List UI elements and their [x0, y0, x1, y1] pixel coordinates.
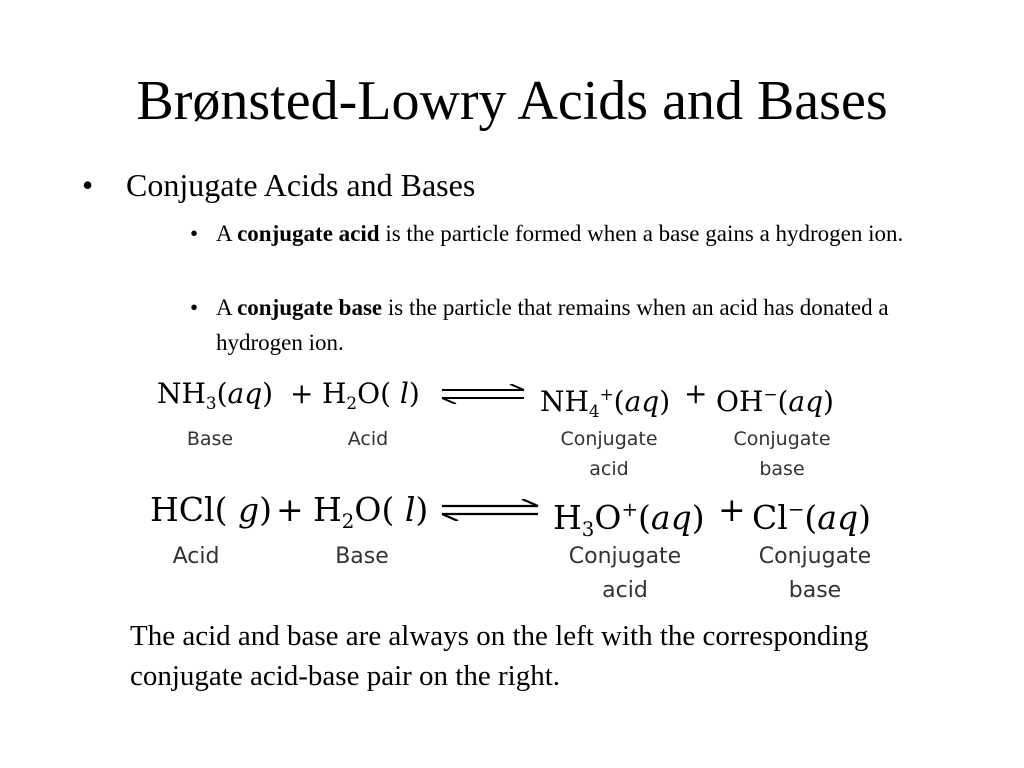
species-oh-minus: OH−(aq) [716, 384, 834, 418]
equilibrium-arrow-icon [440, 499, 540, 521]
species-h2o: $H_2O$( l) [313, 490, 429, 533]
subpoint-marker: • [190, 295, 199, 320]
equation-ammonia-water [0, 374, 1024, 421]
equation-hcl-water [0, 486, 1024, 541]
plus-sign: + [276, 490, 304, 529]
species-nh3: $NH_3(aq)$ [157, 377, 274, 413]
bullet-conjugate-acids-bases [82, 166, 475, 204]
bullet-marker: • [82, 167, 94, 203]
subpoint-marker: • [190, 221, 199, 246]
label-base: Base [335, 544, 389, 569]
plus-sign: + [684, 377, 708, 410]
subpoint-definition: is the particle formed when a base gains a hydrogen ion. [379, 221, 904, 246]
label-conjugate-acid: Conjugate acid [560, 428, 658, 480]
species-nh4-plus: $NH_4^+(aq)$ [540, 384, 671, 421]
plus-sign: + [718, 490, 746, 529]
species-h3o-plus: $H_3O^+(aq)$ [553, 497, 705, 541]
slide-title: Brønsted-Lowry Acids and Bases [136, 70, 888, 132]
species-hcl: HCl( g) [150, 490, 272, 529]
plus-sign: + [290, 377, 314, 410]
label-base: Base [186, 428, 234, 450]
subpoint-conjugate-acid [190, 216, 936, 251]
subpoint-prefix: A [216, 221, 238, 246]
subpoint-conjugate-base [190, 290, 936, 360]
subpoint-definition: is the particle that remains when an acid has donated a hydrogen ion. [216, 295, 889, 355]
subpoint-prefix: A [216, 295, 238, 320]
term-conjugate-base: conjugate base [237, 295, 383, 320]
label-acid: Acid [172, 544, 220, 569]
footer-note: The acid and base are always on the left with the corresponding conjugate acid-base pair on the right. [130, 620, 869, 692]
equilibrium-arrow-icon [440, 384, 526, 404]
bullet-text: Conjugate Acids and Bases [126, 167, 476, 203]
label-conjugate-acid: Conjugate acid [568, 544, 682, 603]
label-conjugate-base: Conjugate base [733, 428, 831, 480]
label-conjugate-base: Conjugate base [758, 544, 872, 603]
species-h2o: $H_2O$( l) [322, 377, 420, 413]
label-acid: Acid [347, 428, 389, 450]
species-cl-minus: Cl−(aq) [752, 497, 871, 537]
term-conjugate-acid: conjugate acid [237, 221, 380, 246]
